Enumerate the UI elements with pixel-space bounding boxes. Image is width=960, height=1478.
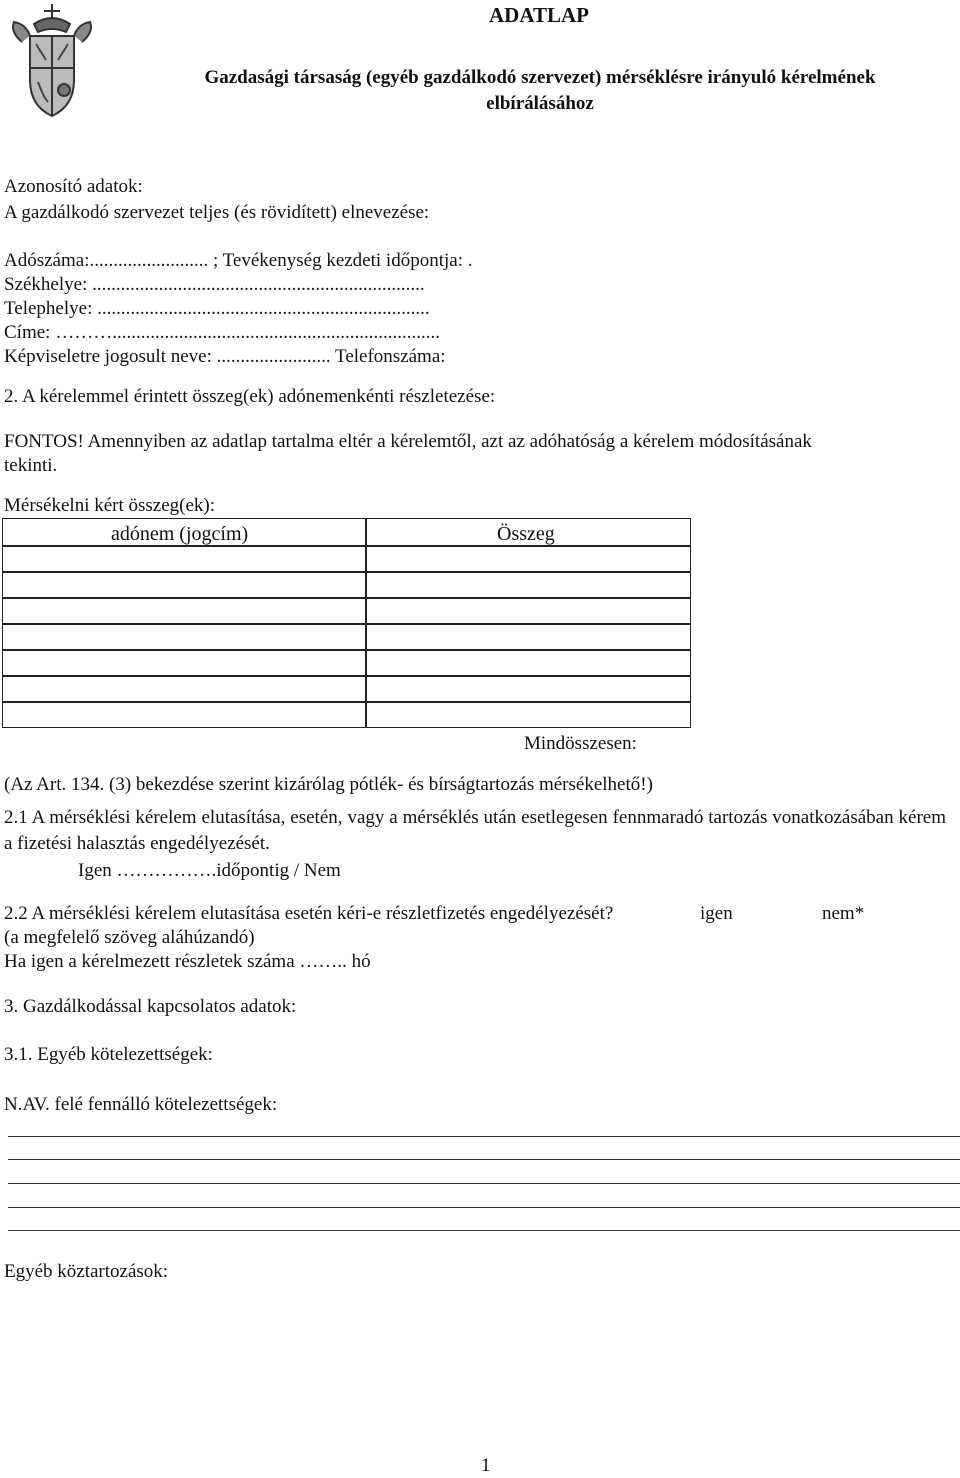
- address-line: Címe: ……….....................................................................: [4, 322, 440, 343]
- law-note: (Az Art. 134. (3) bekezdése szerint kizárólag pótlék- és bírságtartozás mérsékelhető!): [4, 774, 653, 795]
- deferral-deadline-line: Igen …………….időpontig / Nem: [78, 860, 341, 881]
- blank-answer-line: [8, 1230, 960, 1231]
- blank-answer-line: [8, 1183, 960, 1184]
- important-note-line2: tekinti.: [4, 455, 58, 476]
- installment-question: 2.2 A mérséklési kérelem elutasítása esetén kéri-e részletfizetés engedélyezését?: [4, 903, 614, 924]
- blank-answer-line: [8, 1159, 960, 1160]
- site-line: Telephelye: ......................................................................: [4, 298, 430, 319]
- table-row: [3, 701, 690, 703]
- section2-heading: 2. A kérelemmel érintett összeg(ek) adónemenkénti részletezése:: [4, 386, 496, 407]
- important-note-line1: FONTOS! Amennyiben az adatlap tartalma eltér a kérelemtől, azt az adóhatóság a kérelem módosításának: [4, 431, 812, 452]
- nav-obligations-label: N.AV. felé fennálló kötelezettségek:: [4, 1094, 278, 1115]
- table-row: [3, 675, 690, 677]
- page-number: 1: [481, 1455, 491, 1476]
- blank-answer-line: [8, 1207, 960, 1208]
- table-row: [3, 571, 690, 573]
- identity-heading: Azonosító adatok:: [4, 176, 143, 197]
- option-no: nem*: [822, 903, 865, 924]
- other-obligations-heading: 3.1. Egyéb kötelezettségek:: [4, 1044, 213, 1065]
- representative-line: Képviseletre jogosult neve: ........................ Telefonszáma:: [4, 346, 446, 367]
- table-row: [3, 545, 690, 547]
- seat-line: Székhelye: ......................................................................: [4, 274, 425, 295]
- other-public-debts-label: Egyéb köztartozások:: [4, 1261, 169, 1282]
- org-name-label: A gazdálkodó szervezet teljes (és rövidített) elnevezése:: [4, 202, 430, 223]
- table-row: [3, 597, 690, 599]
- document-subtitle: Gazdasági társaság (egyéb gazdálkodó szervezet) mérséklésre irányuló kérelmének elbírálásához: [204, 67, 876, 114]
- section3-heading: 3. Gazdálkodással kapcsolatos adatok:: [4, 996, 297, 1017]
- table-row: [3, 649, 690, 651]
- table-header-tax-type: adónem (jogcím): [111, 523, 249, 545]
- tax-number-line: Adószáma:......................... ; Tevékenység kezdeti időpontja: .: [4, 250, 473, 271]
- installments-line: Ha igen a kérelmezett részletek száma …….. hó: [4, 951, 371, 972]
- deferral-request-text: 2.1 A mérséklési kérelem elutasítása, esetén, vagy a mérséklés után esetlegesen fennmaradó tartozás vonatkozásában kérem a fizetési halasztás engedélyezését.: [4, 807, 946, 854]
- table-row: [3, 623, 690, 625]
- total-label: Mindösszesen:: [524, 733, 637, 754]
- underline-note: (a megfelelő szöveg aláhúzandó): [4, 927, 255, 948]
- amounts-table: [2, 518, 691, 728]
- table-header-amount: Összeg: [497, 523, 555, 545]
- option-yes: igen: [700, 903, 733, 924]
- amounts-label: Mérsékelni kért összeg(ek):: [4, 495, 216, 516]
- document-title: ADATLAP: [489, 3, 589, 27]
- blank-answer-line: [8, 1136, 960, 1137]
